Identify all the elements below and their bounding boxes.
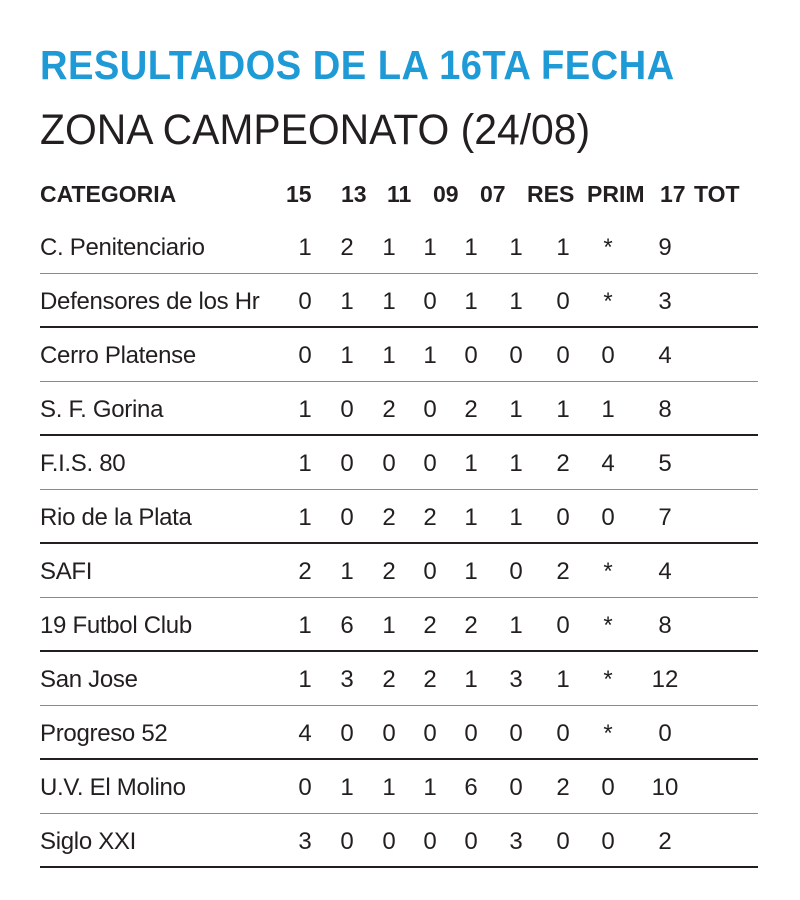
score-cell: 0: [382, 828, 396, 855]
score-cell: 0: [340, 450, 354, 477]
score-cell: 2: [464, 612, 478, 639]
score-cell: 4: [658, 342, 672, 369]
score-cell: 0: [423, 558, 437, 585]
score-cell: 0: [298, 342, 312, 369]
score-cell: 1: [556, 396, 570, 423]
header-res: RES: [527, 181, 575, 207]
header-09: 09: [433, 181, 459, 207]
score-cell: 1: [464, 558, 478, 585]
score-cell: *: [603, 558, 613, 585]
score-cell: 0: [556, 288, 570, 315]
score-cell: 10: [651, 774, 679, 801]
score-cell: 4: [601, 450, 615, 477]
score-cell: 1: [340, 558, 354, 585]
score-cell: *: [603, 720, 613, 747]
table-row: [40, 274, 760, 328]
score-cell: 0: [556, 342, 570, 369]
score-cell: 2: [658, 828, 672, 855]
score-cell: 1: [509, 396, 523, 423]
score-cell: 1: [556, 234, 570, 261]
score-cell: 1: [509, 450, 523, 477]
score-cell: 0: [382, 450, 396, 477]
score-cell: 0: [601, 342, 615, 369]
header-15: 15: [286, 181, 312, 207]
header-categoria: CATEGORIA: [40, 181, 177, 207]
score-cell: 2: [423, 612, 437, 639]
score-cell: 0: [556, 612, 570, 639]
score-cell: 1: [423, 342, 437, 369]
team-name: C. Penitenciario: [40, 234, 205, 261]
header-13: 13: [341, 181, 367, 207]
score-cell: 1: [382, 342, 396, 369]
row-divider: [40, 866, 758, 868]
score-cell: 1: [509, 288, 523, 315]
table-row: [40, 220, 760, 274]
score-cell: *: [603, 234, 613, 261]
score-cell: *: [603, 612, 613, 639]
score-cell: 2: [423, 504, 437, 531]
score-cell: 0: [340, 720, 354, 747]
table-row: [40, 382, 760, 436]
score-cell: 1: [556, 666, 570, 693]
score-cell: 0: [423, 288, 437, 315]
score-cell: 0: [601, 774, 615, 801]
score-cell: 2: [382, 396, 396, 423]
score-cell: 1: [382, 288, 396, 315]
score-cell: 1: [298, 504, 312, 531]
score-cell: 2: [382, 558, 396, 585]
table-row: [40, 328, 760, 382]
score-cell: 1: [601, 396, 615, 423]
score-cell: 1: [298, 450, 312, 477]
score-cell: 3: [509, 666, 523, 693]
header-07: 07: [480, 181, 506, 207]
score-cell: 0: [340, 828, 354, 855]
team-name: Progreso 52: [40, 720, 168, 747]
score-cell: 7: [658, 504, 672, 531]
score-cell: 3: [340, 666, 354, 693]
score-cell: 0: [464, 828, 478, 855]
table-row: [40, 814, 760, 868]
page-subtitle: ZONA CAMPEONATO (24/08): [40, 106, 591, 154]
score-cell: 0: [382, 720, 396, 747]
score-cell: 2: [298, 558, 312, 585]
score-cell: 1: [340, 342, 354, 369]
score-cell: 2: [464, 396, 478, 423]
team-name: San Jose: [40, 666, 138, 693]
score-cell: 0: [556, 828, 570, 855]
score-cell: 0: [556, 720, 570, 747]
score-cell: 0: [509, 342, 523, 369]
team-name: S. F. Gorina: [40, 396, 164, 423]
score-cell: 1: [340, 774, 354, 801]
score-cell: 1: [464, 504, 478, 531]
score-cell: 12: [651, 666, 679, 693]
page-title: RESULTADOS DE LA 16TA FECHA: [40, 42, 675, 88]
score-cell: 6: [340, 612, 354, 639]
score-cell: 0: [509, 774, 523, 801]
score-cell: 0: [556, 504, 570, 531]
score-cell: 3: [658, 288, 672, 315]
score-cell: 2: [423, 666, 437, 693]
header-tot: TOT: [694, 181, 740, 207]
score-cell: 0: [509, 720, 523, 747]
table-row: [40, 760, 760, 814]
score-cell: 1: [509, 504, 523, 531]
score-cell: 1: [298, 612, 312, 639]
score-cell: 1: [298, 396, 312, 423]
table-row: [40, 706, 760, 760]
score-cell: 0: [423, 450, 437, 477]
score-cell: 5: [658, 450, 672, 477]
score-cell: 1: [382, 612, 396, 639]
score-cell: 1: [382, 234, 396, 261]
score-cell: 3: [298, 828, 312, 855]
score-cell: 8: [658, 396, 672, 423]
score-cell: 1: [464, 288, 478, 315]
team-name: SAFI: [40, 558, 93, 585]
team-name: 19 Futbol Club: [40, 612, 192, 639]
score-cell: 1: [464, 450, 478, 477]
score-cell: 8: [658, 612, 672, 639]
score-cell: 1: [382, 774, 396, 801]
score-cell: *: [603, 666, 613, 693]
score-cell: 0: [601, 828, 615, 855]
score-cell: 1: [509, 612, 523, 639]
score-cell: 4: [658, 558, 672, 585]
header-11: 11: [387, 181, 412, 207]
team-name: Defensores de los Hr: [40, 288, 260, 315]
score-cell: 0: [464, 342, 478, 369]
team-name: Rio de la Plata: [40, 504, 192, 531]
score-cell: 2: [556, 450, 570, 477]
score-cell: 0: [423, 396, 437, 423]
table-row: [40, 490, 760, 544]
score-cell: 0: [340, 396, 354, 423]
score-cell: 2: [556, 774, 570, 801]
team-name: F.I.S. 80: [40, 450, 126, 477]
score-cell: 0: [340, 504, 354, 531]
score-cell: 1: [464, 234, 478, 261]
score-cell: 1: [423, 774, 437, 801]
score-cell: 0: [658, 720, 672, 747]
table-row: [40, 652, 760, 706]
score-cell: 1: [509, 234, 523, 261]
score-cell: 1: [423, 234, 437, 261]
score-cell: 9: [658, 234, 672, 261]
score-cell: 0: [601, 504, 615, 531]
team-name: Siglo XXI: [40, 828, 137, 855]
score-cell: 0: [298, 774, 312, 801]
score-cell: 2: [382, 666, 396, 693]
header-17: 17: [660, 181, 686, 207]
score-cell: 0: [464, 720, 478, 747]
team-name: Cerro Platense: [40, 342, 196, 369]
score-cell: 2: [382, 504, 396, 531]
score-cell: 1: [298, 234, 312, 261]
table-header: [40, 177, 760, 211]
table-row: [40, 436, 760, 490]
score-cell: 2: [340, 234, 354, 261]
score-cell: 1: [464, 666, 478, 693]
score-cell: *: [603, 288, 613, 315]
score-cell: 0: [423, 828, 437, 855]
score-cell: 3: [509, 828, 523, 855]
table-row: [40, 598, 760, 652]
table-row: [40, 544, 760, 598]
score-cell: 1: [340, 288, 354, 315]
score-cell: 0: [509, 558, 523, 585]
score-cell: 0: [423, 720, 437, 747]
score-cell: 2: [556, 558, 570, 585]
team-name: U.V. El Molino: [40, 774, 186, 801]
header-prim: PRIM: [587, 181, 645, 207]
score-cell: 0: [298, 288, 312, 315]
score-cell: 1: [298, 666, 312, 693]
score-cell: 6: [464, 774, 478, 801]
score-cell: 4: [298, 720, 312, 747]
